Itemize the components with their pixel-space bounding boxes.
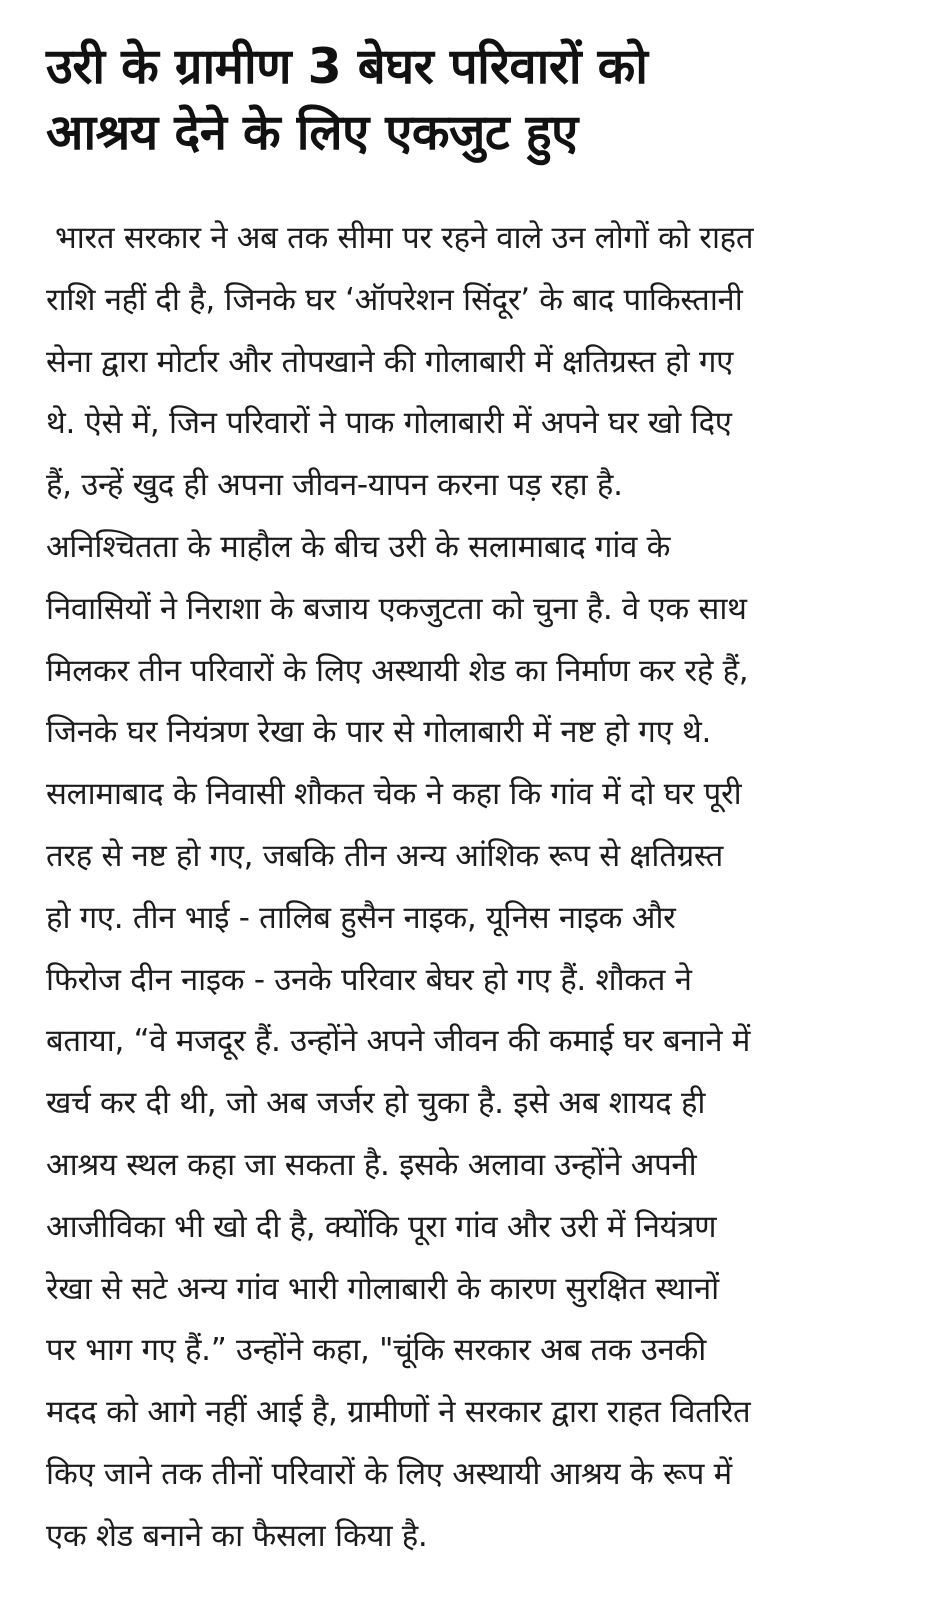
body-line: आश्रय स्थल कहा जा सकता है. इसके अलावा उन्होंने अपनी — [46, 1146, 697, 1183]
article-headline — [46, 34, 885, 166]
headline-line: आश्रय देने के लिए एकजुट हुए — [46, 104, 578, 161]
body-line: खर्च कर दी थी, जो अब जर्जर हो चुका है. इसे अब शायद ही — [46, 1085, 706, 1122]
body-line: तरह से नष्ट हो गए, जबकि तीन अन्य आंशिक रूप से क्षतिग्रस्त — [46, 837, 724, 874]
body-line: बताया, “वे मजदूर हैं. उन्होंने अपने जीवन की कमाई घर बनाने में — [46, 1023, 751, 1060]
body-line: फिरोज दीन नाइक - उनके परिवार बेघर हो गए हैं. शौकत ने — [46, 961, 692, 998]
body-line: रेखा से सटे अन्य गांव भारी गोलाबारी के कारण सुरक्षित स्थानों — [46, 1270, 719, 1307]
article-body — [46, 208, 885, 1568]
body-line: मिलकर तीन परिवारों के लिए अस्थायी शेड का निर्माण कर रहे हैं, — [46, 652, 749, 689]
body-line: सलामाबाद के निवासी शौकत चेक ने कहा कि गांव में दो घर पूरी — [46, 776, 742, 813]
body-line: राशि नहीं दी है, जिनके घर ‘ऑपरेशन सिंदूर’ के बाद पाकिस्तानी — [46, 281, 743, 318]
body-line: भारत सरकार ने अब तक सीमा पर रहने वाले उन लोगों को राहत — [55, 220, 754, 256]
body-line: हैं, उन्हें खुद ही अपना जीवन-यापन करना पड़ रहा है. — [46, 467, 623, 504]
body-line: हो गए. तीन भाई - तालिब हुसैन नाइक, यूनिस नाइक और — [46, 899, 676, 936]
body-line: निवासियों ने निराशा के बजाय एकजुटता को चुना है. वे एक साथ — [46, 590, 747, 627]
body-line: अनिश्चितता के माहौल के बीच उरी के सलामाबाद गांव के — [46, 528, 671, 565]
body-line: सेना द्वारा मोर्टार और तोपखाने की गोलाबारी में क्षतिग्रस्त हो गए — [46, 343, 733, 380]
body-line: जिनके घर नियंत्रण रेखा के पार से गोलाबारी में नष्ट हो गए थे. — [46, 714, 712, 751]
body-line: एक शेड बनाने का फैसला किया है. — [46, 1517, 428, 1554]
body-line: आजीविका भी खो दी है, क्योंकि पूरा गांव और उरी में नियंत्रण — [46, 1208, 717, 1245]
headline-line: उरी के ग्रामीण 3 बेघर परिवारों को — [46, 38, 648, 95]
body-line: मदद को आगे नहीं आई है, ग्रामीणों ने सरकार द्वारा राहत वितरित — [46, 1394, 751, 1431]
body-line: थे. ऐसे में, जिन परिवारों ने पाक गोलाबारी में अपने घर खो दिए — [46, 405, 732, 442]
body-line: पर भाग गए हैं.” उन्होंने कहा, "चूंकि सरकार अब तक उनकी — [46, 1332, 707, 1369]
body-line: किए जाने तक तीनों परिवारों के लिए अस्थायी आश्रय के रूप में — [46, 1455, 732, 1492]
